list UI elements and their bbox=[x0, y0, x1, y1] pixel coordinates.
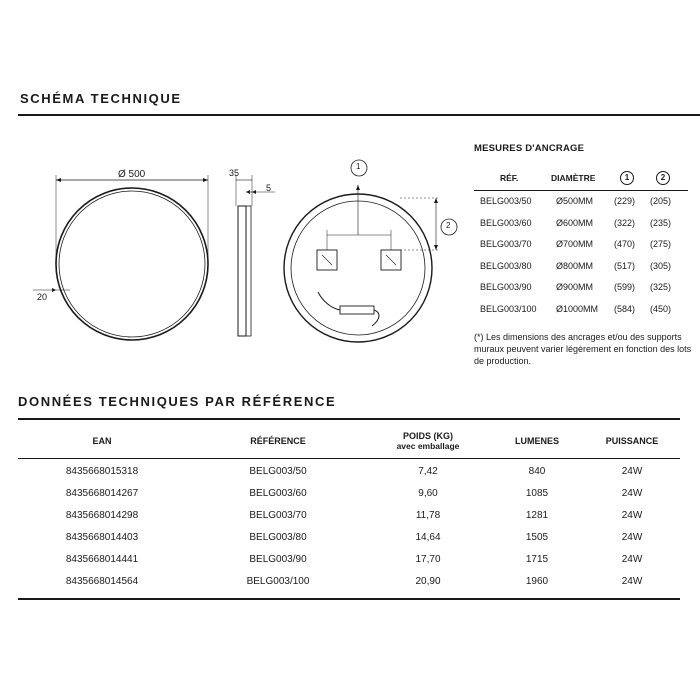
frame-label: 5 bbox=[266, 183, 272, 193]
depth-label: 35 bbox=[229, 168, 240, 178]
cell-lumens: 1505 bbox=[525, 532, 549, 543]
cell-weight: 14,64 bbox=[415, 532, 441, 543]
anchor-m2: (235) bbox=[650, 217, 672, 228]
cell-ean: 8435668015318 bbox=[65, 466, 139, 477]
anchor-ref: BELG003/100 bbox=[480, 303, 537, 314]
cell-ref: BELG003/50 bbox=[249, 466, 307, 477]
cell-ean: 8435668014403 bbox=[65, 532, 139, 543]
anchors-header-rule bbox=[474, 190, 688, 191]
callout-2-label: 2 bbox=[446, 221, 451, 230]
table-top-rule bbox=[18, 418, 680, 420]
anchors-row bbox=[474, 239, 700, 253]
anchor-m1: (599) bbox=[614, 282, 636, 292]
anchors-header-row bbox=[474, 173, 700, 187]
anchor-m1: (584) bbox=[614, 303, 636, 314]
anchor-ref: BELG003/70 bbox=[480, 239, 532, 249]
cell-lumens: 1960 bbox=[525, 576, 549, 587]
cell-weight: 7,42 bbox=[418, 466, 438, 477]
anchor-diameter: Ø600MM bbox=[556, 217, 594, 228]
cell-weight: 11,78 bbox=[415, 510, 441, 521]
cell-ean: 8435668014441 bbox=[65, 554, 139, 565]
anchors-row bbox=[474, 304, 700, 318]
cell-power: 24W bbox=[621, 466, 643, 477]
anchors-row bbox=[474, 218, 700, 232]
cell-power: 24W bbox=[621, 576, 643, 587]
anchor-diameter: Ø1000MM bbox=[556, 303, 599, 314]
cell-ref: BELG003/90 bbox=[249, 554, 307, 565]
mirror-front-view bbox=[56, 188, 208, 340]
technical-drawing bbox=[0, 150, 470, 350]
anchor-ref: BELG003/90 bbox=[480, 282, 532, 292]
cell-ref: BELG003/70 bbox=[249, 510, 307, 521]
edge-label: 20 bbox=[37, 292, 48, 302]
table-header-power: PUISSANCE bbox=[605, 436, 659, 446]
anchor-m2: (275) bbox=[650, 239, 672, 249]
anchor-diameter: Ø500MM bbox=[556, 196, 594, 206]
table-header-weight bbox=[378, 431, 478, 451]
anchor-m2: (450) bbox=[650, 303, 672, 314]
cell-weight: 9,60 bbox=[418, 488, 438, 499]
anchor-m1: (229) bbox=[614, 196, 636, 206]
callout-1-label: 1 bbox=[356, 162, 361, 171]
cell-lumens: 840 bbox=[528, 466, 546, 477]
anchors-row bbox=[474, 261, 700, 275]
anchors-header-col1: 1 bbox=[620, 171, 634, 185]
cell-ref: BELG003/80 bbox=[249, 532, 307, 543]
anchor-m2: (305) bbox=[650, 260, 672, 271]
anchor-m1: (322) bbox=[614, 217, 636, 228]
cell-ref: BELG003/60 bbox=[249, 488, 307, 499]
table-header-weight-sub: avec emballage bbox=[396, 441, 460, 451]
section-title-schema: SCHÉMA TECHNIQUE bbox=[20, 91, 182, 106]
cell-ref: BELG003/100 bbox=[246, 576, 310, 587]
anchors-row bbox=[474, 196, 700, 210]
cell-power: 24W bbox=[621, 510, 643, 521]
anchor-diameter: Ø800MM bbox=[556, 260, 594, 271]
anchor-ref: BELG003/80 bbox=[480, 260, 532, 271]
table-header-ean: EAN bbox=[92, 436, 112, 446]
cell-power: 24W bbox=[621, 532, 643, 543]
table-header-lumens: LUMENES bbox=[514, 436, 559, 446]
anchors-row bbox=[474, 282, 700, 296]
section-rule-top bbox=[18, 114, 700, 116]
section-title-data: DONNÉES TECHNIQUES PAR RÉFÉRENCE bbox=[18, 394, 337, 409]
mirror-side-view bbox=[236, 175, 275, 336]
anchor-m2: (205) bbox=[650, 196, 672, 206]
table-header-ref: RÉFÉRENCE bbox=[250, 436, 306, 446]
anchor-diameter: Ø900MM bbox=[556, 282, 594, 292]
table-header-weight-label: POIDS (KG) bbox=[402, 431, 453, 441]
anchor-m2: (325) bbox=[650, 282, 672, 292]
cell-lumens: 1085 bbox=[525, 488, 549, 499]
anchors-header-ref: RÉF. bbox=[500, 173, 519, 183]
table-bottom-rule bbox=[18, 598, 680, 600]
cell-ean: 8435668014298 bbox=[65, 510, 139, 521]
anchors-header-diameter: DIAMÈTRE bbox=[551, 173, 596, 183]
diameter-label: Ø 500 bbox=[118, 169, 146, 180]
mirror-back-view bbox=[284, 185, 440, 342]
anchors-note: (*) Les dimensions des ancrages et/ou des supports muraux peuvent varier légèrement en fonction des lots de production. bbox=[474, 332, 692, 366]
anchors-title: MESURES D'ANCRAGE bbox=[474, 143, 585, 154]
anchors-header-col2: 2 bbox=[656, 171, 670, 185]
cell-weight: 17,70 bbox=[415, 554, 441, 565]
cell-power: 24W bbox=[621, 554, 643, 565]
cell-ean: 8435668014267 bbox=[65, 488, 139, 499]
cell-lumens: 1715 bbox=[525, 554, 549, 565]
anchor-diameter: Ø700MM bbox=[556, 239, 594, 249]
anchor-ref: BELG003/60 bbox=[480, 217, 532, 228]
anchor-m1: (470) bbox=[614, 239, 636, 249]
cell-weight: 20,90 bbox=[415, 576, 441, 587]
cell-lumens: 1281 bbox=[525, 510, 549, 521]
table-header-rule bbox=[18, 458, 680, 459]
anchor-ref: BELG003/50 bbox=[480, 196, 532, 206]
anchor-m1: (517) bbox=[614, 260, 636, 271]
cell-ean: 8435668014564 bbox=[65, 576, 139, 587]
cell-power: 24W bbox=[621, 488, 643, 499]
